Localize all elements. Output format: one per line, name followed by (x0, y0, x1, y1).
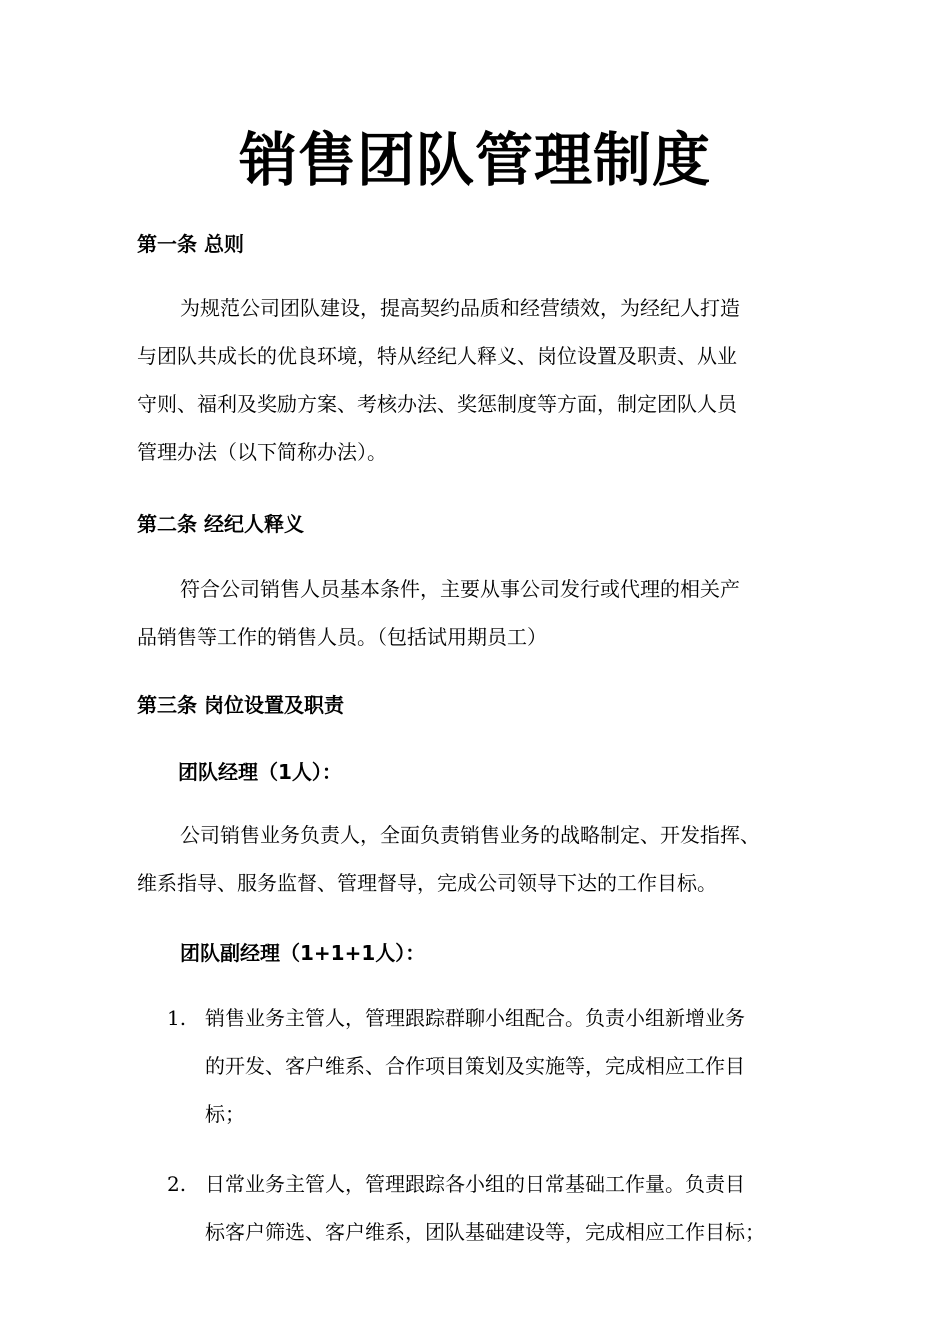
paragraph-line: 为规范公司团队建设，提高契约品质和经营绩效，为经纪人打造 (180, 296, 740, 320)
deputy-manager-heading: 团队副经理（1+1+1人）： (180, 941, 426, 965)
paragraph-line: 守则、福利及奖励方案、考核办法、奖惩制度等方面，制定团队人员 (137, 392, 737, 416)
list-line: 标； (205, 1102, 245, 1126)
paragraph-line: 与团队共成长的优良环境，特从经纪人释义、岗位设置及职责、从业 (137, 344, 737, 368)
list-number: 1. (167, 1006, 187, 1030)
article-2-heading: 第二条 经纪人释义 (137, 512, 304, 536)
article-1-paragraph (137, 284, 827, 476)
list-line: 的开发、客户维系、合作项目策划及实施等，完成相应工作目 (205, 1054, 745, 1078)
paragraph-line: 符合公司销售人员基本条件，主要从事公司发行或代理的相关产 (180, 577, 740, 601)
article-2-paragraph (137, 565, 827, 661)
document-title: 销售团队管理制度 (238, 126, 711, 194)
article-1-heading: 第一条 总则 (137, 232, 244, 256)
list-line: 标客户筛选、客户维系，团队基础建设等，完成相应工作目标； (205, 1220, 765, 1244)
article-3-heading: 第三条 岗位设置及职责 (137, 693, 344, 717)
team-manager-paragraph (137, 811, 827, 907)
paragraph-line: 品销售等工作的销售人员。（包括试用期员工） (137, 625, 547, 649)
list-line: 销售业务主管人，管理跟踪群聊小组配合。负责小组新增业务 (205, 1006, 745, 1030)
paragraph-line: 公司销售业务负责人，全面负责销售业务的战略制定、开发指挥、 (180, 823, 760, 847)
list-item-text (205, 1160, 825, 1256)
list-number: 2. (167, 1172, 187, 1196)
list-item-text (205, 994, 825, 1138)
team-manager-heading: 团队经理（1人）： (178, 760, 342, 784)
list-line: 日常业务主管人，管理跟踪各小组的日常基础工作量。负责目 (205, 1172, 745, 1196)
paragraph-line: 管理办法（以下简称办法）。 (137, 440, 387, 464)
paragraph-line: 维系指导、服务监督、管理督导，完成公司领导下达的工作目标。 (137, 871, 717, 895)
